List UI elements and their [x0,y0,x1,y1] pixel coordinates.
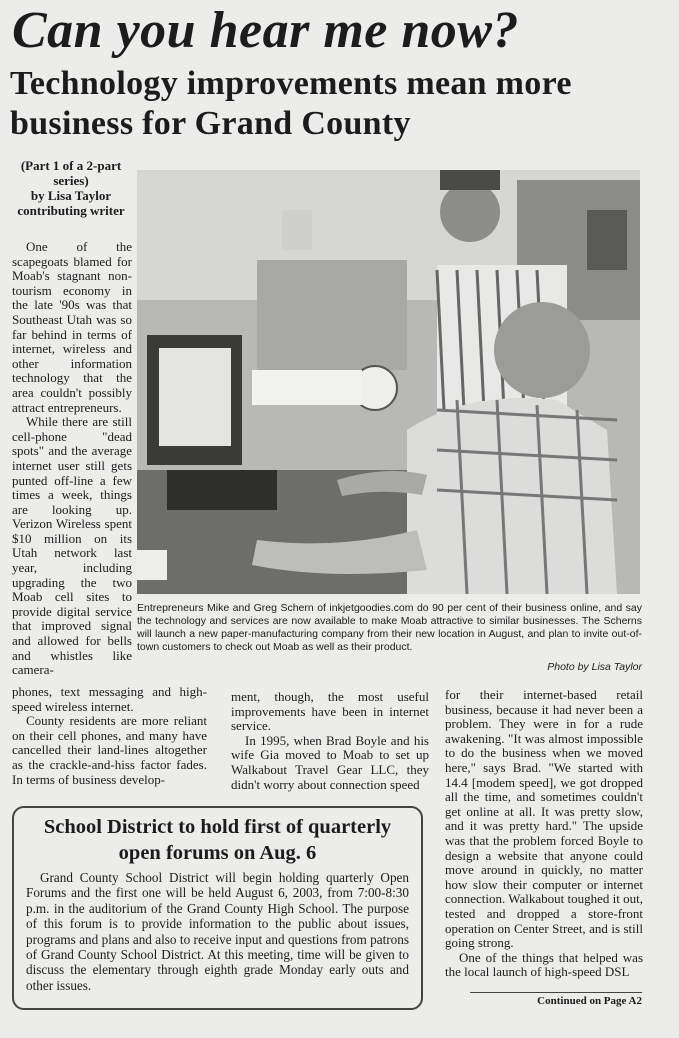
author-name: by Lisa Taylor [30,188,112,203]
article-column-3 [445,688,643,980]
article-column-1-continued [12,685,207,787]
continued-jump-line: Continued on Page A2 [470,992,642,1007]
article-column-2 [231,690,429,792]
article-photo [137,170,640,594]
author-role: contributing writer [17,203,125,218]
paragraph: County residents are more reliant on their cell phones, and many have cancelled their land-lines altogether as the crackle-and-hiss factor fades. In terms of business develop- [12,713,207,787]
photo-caption: Entrepreneurs Mike and Greg Schern of inkjetgoodies.com do 90 per cent of their business online, and say the technology and services are now available to make Moab attractive to similar businesses. The Scherns will launch a new paper-manufacturing company from their new location in August, and plan to invite out-of-town customers to check out Moab as well as their product. [137,602,642,653]
notice-title: School District to hold first of quarterly open forums on Aug. 6 [43,816,392,864]
paragraph: While there are still cell-phone "dead spots" and the average internet user still gets punted off-line a few times a week, things are looking up. Verizon Wireless spent $10 million on its Utah network last year, including upgrading the two Moab cell sites to provide digital service that improved signal and allowed for bells and whistles like camera- [12,414,132,678]
paragraph: for their internet-based retail business, because it had never been a problem. They were in for a rude awakening. "It was almost impossible to do the business when we moved here," says Brad. "We started with 14.4 [modem speed], we got dropped all the time, and sometimes couldn't get online at all. It was pretty slow, and it was pretty hard." The upside was that the problem forced Boyle to design a website that anyone could move around in quickly, no matter how slow their computer or internet connection. Walkabout toughed it out, tested and dropped a store-front operation on Center Street, and is still going strong. [445,687,644,951]
paragraph: One of the things that helped was the local launch of high-speed DSL [445,949,643,980]
paragraph: phones, text messaging and high-speed wireless internet. [12,684,207,714]
paragraph: ment, though, the most useful improvements have been in internet service. [231,689,429,734]
notice-body: Grand County School District will begin holding quarterly Open Forums and the first one will be held August 6, 2003, from 7:00-8:30 p.m. in the auditorium of the Grand County High School. The purpose of this forum is to provide information to the public about issues, programs and plans and also to receive input and questions from patrons of Grand County School District. At this meeting, time will be given to discuss the elementary through eighth grade Monday early outs and other issues. [26,870,409,993]
main-headline: Technology improvements mean more business for Grand County [10,65,572,142]
byline [12,158,130,218]
photo-illustration [137,170,640,594]
paragraph: In 1995, when Brad Boyle and his wife Gia moved to Moab to set up Walkabout Travel Gear LLC, they didn't worry about connection speed [231,732,429,792]
school-district-notice-box [12,806,423,1010]
series-note: (Part 1 of a 2-part series) [20,158,122,188]
kicker-headline: Can you hear me now? [12,2,519,59]
photo-credit: Photo by Lisa Taylor [547,661,642,673]
paragraph: One of the scapegoats blamed for Moab's stagnant non-tourism economy in the late '90s was that Southeast Utah was so far behind in terms of internet, wireless and other information technology that the area couldn't possibly attract entrepreneurs. [12,239,132,415]
article-column-1 [12,240,132,678]
